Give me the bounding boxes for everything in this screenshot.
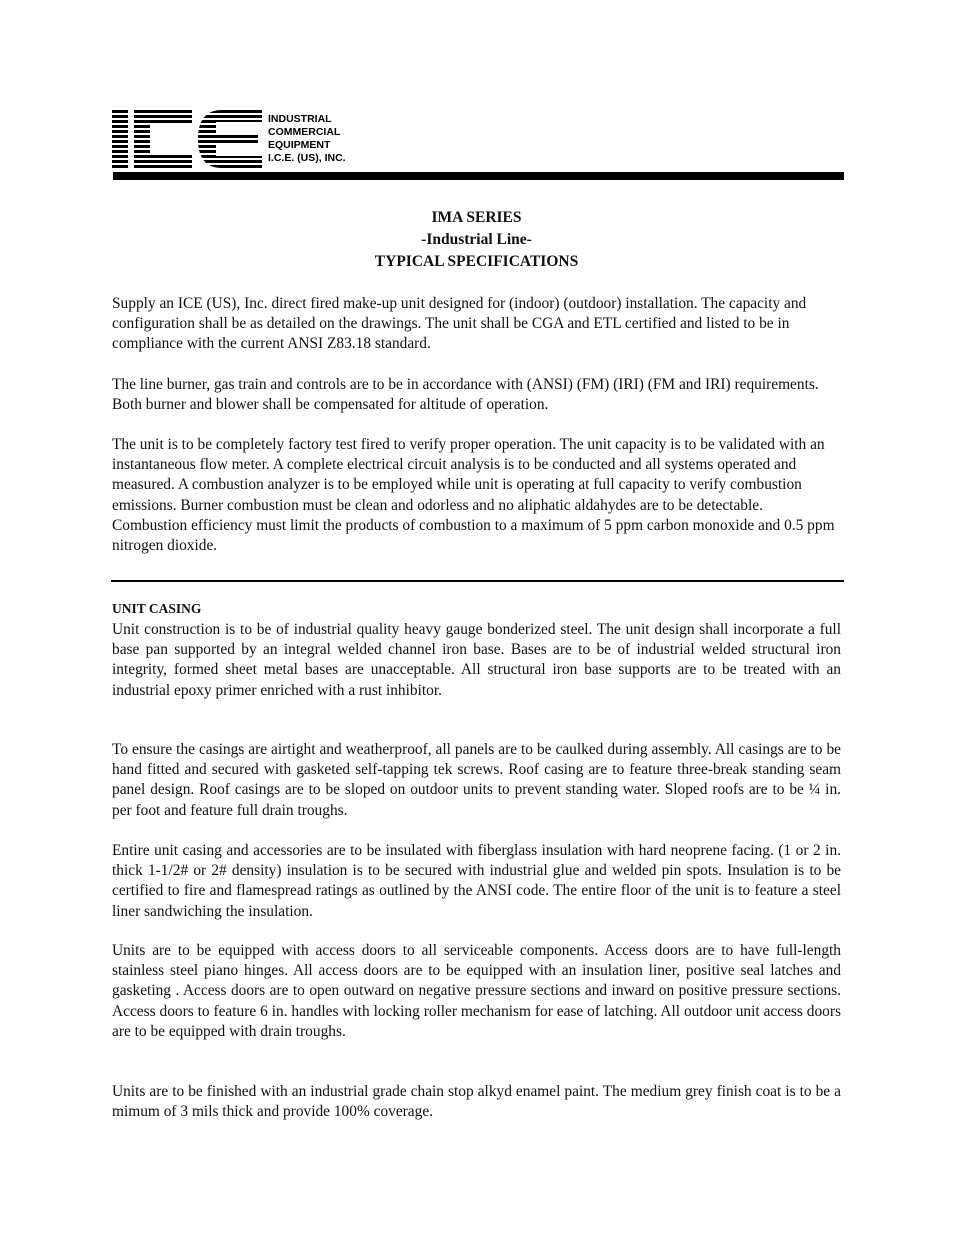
casing-paragraph: Units are to be equipped with access doors to all serviceable components. Access doors are to have full-length stainless steel piano hinges. All access doors are to be equipped with an insulation liner, positive seal latches and gasketing . Access doors are to open outward on negative pressure sections and inward on positive pressure sections. Access doors to feature 6 in. handles with locking roller mechanism for ease of latching. All outdoor unit access doors are to be equipped with drain troughs. bbox=[112, 942, 841, 1040]
title-series: IMA SERIES bbox=[431, 209, 522, 226]
title-line: -Industrial Line- bbox=[421, 231, 532, 248]
intro-paragraph: Supply an ICE (US), Inc. direct fired make-up unit designed for (indoor) (outdoor) installation. The capacity and configuration shall be as detailed on the drawings. The unit shall be CGA and ETL certified and listed to be in compliance with the current ANSI Z83.18 standard. bbox=[112, 295, 807, 353]
intro-paragraph: The line burner, gas train and controls are to be in accordance with (ANSI) (FM) (IRI) (FM and IRI) requirements. Both burner and blower shall be compensated for altitude of operation. bbox=[112, 376, 819, 414]
casing-paragraph: To ensure the casings are airtight and weatherproof, all panels are to be caulked during assembly. All casings are to be hand fitted and secured with gasketed self-tapping tek screws. Roof casing are to feature three-break standing seam panel design. Roof casings are to be sloped on outdoor units to prevent standing water. Sloped roofs are to be ¼ in. per foot and feature full drain troughs. bbox=[112, 741, 841, 819]
casing-paragraph: Units are to be finished with an industrial grade chain stop alkyd enamel paint. The medium grey finish coat is to be a mimum of 3 mils thick and provide 100% coverage. bbox=[112, 1083, 841, 1121]
document-title bbox=[112, 207, 841, 273]
header-rule bbox=[113, 172, 844, 180]
company-line: COMMERCIAL bbox=[268, 126, 341, 138]
casing-paragraph: Unit construction is to be of industrial quality heavy gauge bonderized steel. The unit design shall incorporate a full base pan supported by an integral welded channel iron base. Bases are to be of industrial welded structural iron integrity, formed sheet metal bases are unacceptable. All structural iron base supports are to be treated with an industrial epoxy primer enriched with a rust inhibitor. bbox=[112, 621, 841, 699]
company-line: INDUSTRIAL bbox=[268, 113, 332, 125]
company-line: EQUIPMENT bbox=[268, 139, 331, 151]
section-divider bbox=[111, 580, 844, 582]
intro-paragraph: The unit is to be completely factory test fired to verify proper operation. The unit capacity is to be validated with an instantaneous flow meter. A complete electrical circuit analysis is to be conducted and all systems operated and measured. A combustion analyzer is to be employed while unit is operating at full capacity to verify combustion emissions. Burner combustion must be clean and odorless and no aliphatic aldahydes are to be detectable. Combustion efficiency must limit the products of combustion to a maximum of 5 ppm carbon monoxide and 0.5 ppm nitrogen dioxide. bbox=[112, 436, 835, 555]
company-line: I.C.E. (US), INC. bbox=[268, 152, 346, 164]
ice-logo-graphic bbox=[112, 110, 262, 168]
ice-logo bbox=[112, 110, 262, 168]
casing-paragraph: Entire unit casing and accessories are to be insulated with fiberglass insulation with hard neoprene facing. (1 or 2 in. thick 1-1/2# or 2# density) insulation is to be secured with industrial glue and welded pin spots. Insulation is to be certified to fire and flamespread ratings as outlined by the ANSI code. The entire floor of the unit is to feature a steel liner sandwiching the insulation. bbox=[112, 842, 841, 920]
section-heading: UNIT CASING bbox=[112, 601, 202, 616]
title-specifications: TYPICAL SPECIFICATIONS bbox=[374, 253, 579, 270]
company-name-block bbox=[268, 113, 346, 165]
